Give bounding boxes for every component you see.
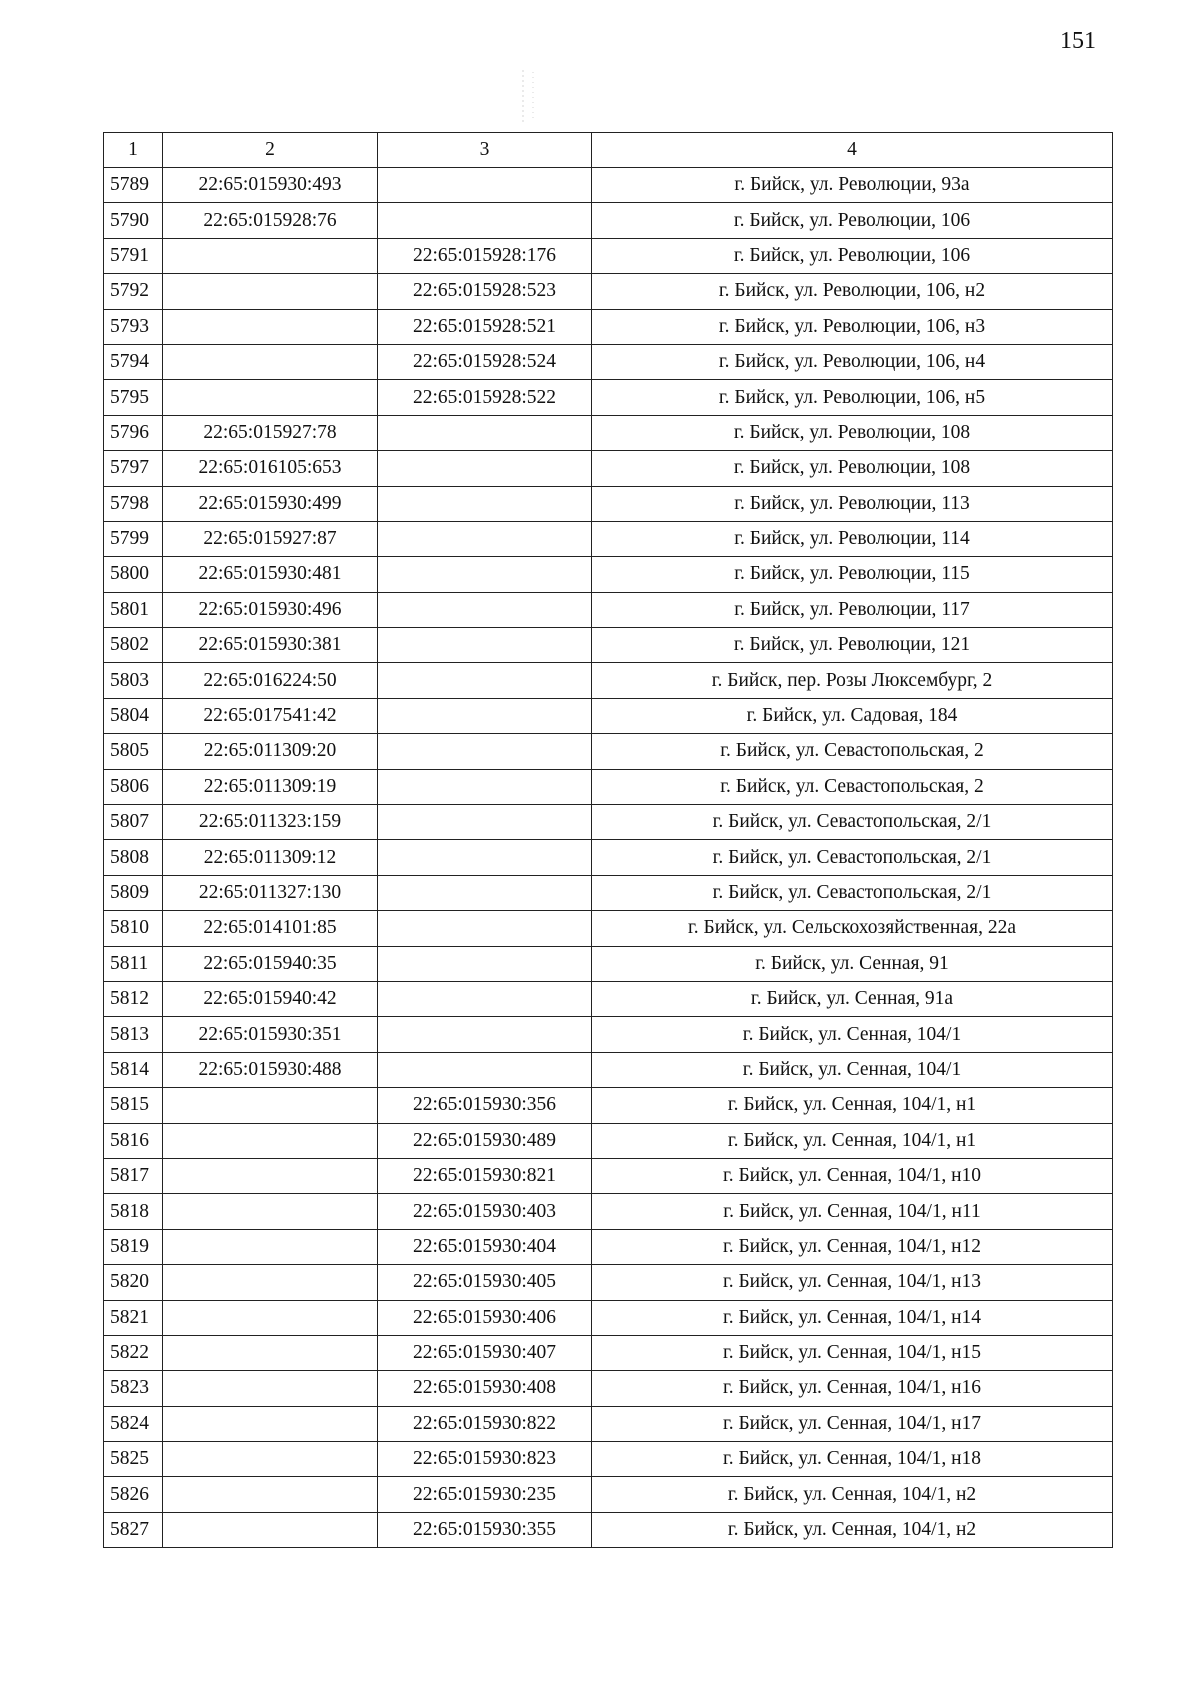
cadastral-number-cell xyxy=(163,380,378,415)
table-row xyxy=(104,451,1113,486)
table-row xyxy=(104,415,1113,450)
table-row xyxy=(104,698,1113,733)
row-number-cell: 5818 xyxy=(104,1194,163,1229)
cadastral-number-cell: 22:65:015930:499 xyxy=(163,486,378,521)
table-row xyxy=(104,946,1113,981)
cadastral-number-cell: 22:65:016105:653 xyxy=(163,451,378,486)
row-number-cell: 5795 xyxy=(104,380,163,415)
cadastral-number-cell xyxy=(163,309,378,344)
table-row xyxy=(104,734,1113,769)
table-row xyxy=(104,1052,1113,1087)
row-number-cell: 5801 xyxy=(104,592,163,627)
cadastral-number-cell: 22:65:015930:351 xyxy=(163,1017,378,1052)
address-cell: г. Бийск, ул. Сенная, 104/1, н11 xyxy=(592,1194,1113,1229)
address-cell: г. Бийск, ул. Сенная, 104/1, н14 xyxy=(592,1300,1113,1335)
table-row xyxy=(104,1477,1113,1512)
cadastral-number-cell-alt: 22:65:015930:403 xyxy=(378,1194,592,1229)
row-number-cell: 5825 xyxy=(104,1442,163,1477)
header-col-4: 4 xyxy=(592,133,1113,168)
cadastral-number-cell: 22:65:015930:381 xyxy=(163,628,378,663)
address-cell: г. Бийск, ул. Революции, 106, н2 xyxy=(592,274,1113,309)
row-number-cell: 5794 xyxy=(104,344,163,379)
address-cell: г. Бийск, ул. Революции, 121 xyxy=(592,628,1113,663)
table-row xyxy=(104,769,1113,804)
cadastral-number-cell-alt xyxy=(378,805,592,840)
row-number-cell: 5827 xyxy=(104,1512,163,1547)
table-row xyxy=(104,875,1113,910)
table-row xyxy=(104,1088,1113,1123)
row-number-cell: 5820 xyxy=(104,1265,163,1300)
row-number-cell: 5819 xyxy=(104,1229,163,1264)
row-number-cell: 5799 xyxy=(104,521,163,556)
cadastral-number-cell-alt xyxy=(378,698,592,733)
cadastral-number-cell: 22:65:011309:19 xyxy=(163,769,378,804)
cadastral-number-cell: 22:65:015940:42 xyxy=(163,981,378,1016)
cadastral-number-cell-alt: 22:65:015930:823 xyxy=(378,1442,592,1477)
row-number-cell: 5800 xyxy=(104,557,163,592)
cadastral-number-cell-alt xyxy=(378,486,592,521)
table-row xyxy=(104,1512,1113,1547)
cadastral-number-cell-alt xyxy=(378,769,592,804)
scan-artifact-mark xyxy=(515,68,545,124)
cadastral-number-cell xyxy=(163,1088,378,1123)
row-number-cell: 5821 xyxy=(104,1300,163,1335)
row-number-cell: 5810 xyxy=(104,911,163,946)
cadastral-number-cell-alt: 22:65:015930:489 xyxy=(378,1123,592,1158)
row-number-cell: 5824 xyxy=(104,1406,163,1441)
address-cell: г. Бийск, ул. Севастопольская, 2/1 xyxy=(592,840,1113,875)
address-cell: г. Бийск, ул. Революции, 113 xyxy=(592,486,1113,521)
address-cell: г. Бийск, пер. Розы Люксембург, 2 xyxy=(592,663,1113,698)
address-cell: г. Бийск, ул. Сенная, 104/1, н1 xyxy=(592,1088,1113,1123)
cadastral-number-cell xyxy=(163,1335,378,1370)
address-cell: г. Бийск, ул. Сенная, 104/1, н12 xyxy=(592,1229,1113,1264)
address-cell: г. Бийск, ул. Сенная, 104/1, н2 xyxy=(592,1477,1113,1512)
address-cell: г. Бийск, ул. Сенная, 104/1, н16 xyxy=(592,1371,1113,1406)
cadastral-number-cell xyxy=(163,1371,378,1406)
cadastral-number-cell-alt: 22:65:015928:523 xyxy=(378,274,592,309)
address-cell: г. Бийск, ул. Сенная, 104/1 xyxy=(592,1017,1113,1052)
cadastral-number-cell xyxy=(163,1158,378,1193)
address-cell: г. Бийск, ул. Революции, 106 xyxy=(592,203,1113,238)
address-cell: г. Бийск, ул. Сенная, 104/1 xyxy=(592,1052,1113,1087)
header-col-3: 3 xyxy=(378,133,592,168)
row-number-cell: 5808 xyxy=(104,840,163,875)
cadastral-number-cell: 22:65:017541:42 xyxy=(163,698,378,733)
table-row xyxy=(104,1371,1113,1406)
row-number-cell: 5793 xyxy=(104,309,163,344)
cadastral-number-cell xyxy=(163,274,378,309)
row-number-cell: 5792 xyxy=(104,274,163,309)
cadastral-number-cell-alt xyxy=(378,734,592,769)
cadastral-number-cell: 22:65:015930:481 xyxy=(163,557,378,592)
address-cell: г. Бийск, ул. Революции, 108 xyxy=(592,451,1113,486)
row-number-cell: 5802 xyxy=(104,628,163,663)
table-row xyxy=(104,203,1113,238)
table-row xyxy=(104,840,1113,875)
table-row xyxy=(104,592,1113,627)
cadastral-number-cell-alt xyxy=(378,557,592,592)
cadastral-number-cell-alt xyxy=(378,911,592,946)
table-row xyxy=(104,1300,1113,1335)
address-cell: г. Бийск, ул. Сенная, 104/1, н15 xyxy=(592,1335,1113,1370)
row-number-cell: 5796 xyxy=(104,415,163,450)
address-cell: г. Бийск, ул. Революции, 106 xyxy=(592,238,1113,273)
row-number-cell: 5812 xyxy=(104,981,163,1016)
cadastral-number-cell-alt xyxy=(378,592,592,627)
table-row xyxy=(104,911,1113,946)
table-row xyxy=(104,1194,1113,1229)
row-number-cell: 5798 xyxy=(104,486,163,521)
row-number-cell: 5806 xyxy=(104,769,163,804)
cadastral-number-cell-alt: 22:65:015928:176 xyxy=(378,238,592,273)
cadastral-number-cell xyxy=(163,344,378,379)
row-number-cell: 5789 xyxy=(104,168,163,203)
row-number-cell: 5805 xyxy=(104,734,163,769)
cadastral-number-cell-alt: 22:65:015930:355 xyxy=(378,1512,592,1547)
address-cell: г. Бийск, ул. Сенная, 104/1, н13 xyxy=(592,1265,1113,1300)
row-number-cell: 5817 xyxy=(104,1158,163,1193)
address-cell: г. Бийск, ул. Сенная, 104/1, н18 xyxy=(592,1442,1113,1477)
address-cell: г. Бийск, ул. Севастопольская, 2/1 xyxy=(592,805,1113,840)
table-row xyxy=(104,521,1113,556)
address-cell: г. Бийск, ул. Революции, 115 xyxy=(592,557,1113,592)
table-row xyxy=(104,628,1113,663)
table-row xyxy=(104,274,1113,309)
cadastral-number-cell-alt: 22:65:015928:524 xyxy=(378,344,592,379)
cadastral-number-cell-alt xyxy=(378,840,592,875)
row-number-cell: 5822 xyxy=(104,1335,163,1370)
address-cell: г. Бийск, ул. Сенная, 104/1, н17 xyxy=(592,1406,1113,1441)
address-cell: г. Бийск, ул. Севастопольская, 2/1 xyxy=(592,875,1113,910)
cadastral-number-cell: 22:65:015930:493 xyxy=(163,168,378,203)
table-row xyxy=(104,1265,1113,1300)
address-cell: г. Бийск, ул. Революции, 117 xyxy=(592,592,1113,627)
row-number-cell: 5807 xyxy=(104,805,163,840)
address-cell: г. Бийск, ул. Революции, 114 xyxy=(592,521,1113,556)
cadastral-number-cell-alt: 22:65:015930:821 xyxy=(378,1158,592,1193)
cadastral-number-cell xyxy=(163,1194,378,1229)
cadastral-number-cell-alt: 22:65:015930:822 xyxy=(378,1406,592,1441)
cadastral-number-cell: 22:65:016224:50 xyxy=(163,663,378,698)
table-body xyxy=(104,168,1113,1548)
cadastral-number-cell: 22:65:015930:496 xyxy=(163,592,378,627)
row-number-cell: 5813 xyxy=(104,1017,163,1052)
row-number-cell: 5791 xyxy=(104,238,163,273)
cadastral-number-cell: 22:65:015940:35 xyxy=(163,946,378,981)
row-number-cell: 5815 xyxy=(104,1088,163,1123)
row-number-cell: 5811 xyxy=(104,946,163,981)
row-number-cell: 5804 xyxy=(104,698,163,733)
cadastral-number-cell-alt: 22:65:015930:406 xyxy=(378,1300,592,1335)
table-row xyxy=(104,1158,1113,1193)
address-cell: г. Бийск, ул. Революции, 106, н4 xyxy=(592,344,1113,379)
page-number: 151 xyxy=(1060,28,1096,54)
address-cell: г. Бийск, ул. Революции, 106, н3 xyxy=(592,309,1113,344)
row-number-cell: 5816 xyxy=(104,1123,163,1158)
cadastral-number-cell: 22:65:014101:85 xyxy=(163,911,378,946)
row-number-cell: 5803 xyxy=(104,663,163,698)
address-cell: г. Бийск, ул. Садовая, 184 xyxy=(592,698,1113,733)
cadastral-number-cell-alt: 22:65:015930:407 xyxy=(378,1335,592,1370)
table-row xyxy=(104,1442,1113,1477)
table-row xyxy=(104,663,1113,698)
cadastral-number-cell-alt xyxy=(378,203,592,238)
row-number-cell: 5814 xyxy=(104,1052,163,1087)
address-cell: г. Бийск, ул. Сенная, 91а xyxy=(592,981,1113,1016)
cadastral-number-cell-alt: 22:65:015930:356 xyxy=(378,1088,592,1123)
address-cell: г. Бийск, ул. Севастопольская, 2 xyxy=(592,734,1113,769)
address-cell: г. Бийск, ул. Сенная, 104/1, н1 xyxy=(592,1123,1113,1158)
table-row xyxy=(104,557,1113,592)
cadastral-number-cell xyxy=(163,1477,378,1512)
cadastral-number-cell: 22:65:015927:78 xyxy=(163,415,378,450)
cadastral-number-cell-alt xyxy=(378,451,592,486)
address-cell: г. Бийск, ул. Сенная, 104/1, н2 xyxy=(592,1512,1113,1547)
cadastral-number-cell xyxy=(163,1406,378,1441)
table-row xyxy=(104,486,1113,521)
cadastral-number-cell: 22:65:015928:76 xyxy=(163,203,378,238)
cadastral-number-cell-alt: 22:65:015930:405 xyxy=(378,1265,592,1300)
table-row xyxy=(104,805,1113,840)
cadastral-number-cell-alt xyxy=(378,875,592,910)
cadastral-number-cell-alt xyxy=(378,168,592,203)
cadastral-number-cell xyxy=(163,1512,378,1547)
table-row xyxy=(104,380,1113,415)
cadastral-number-cell-alt xyxy=(378,415,592,450)
cadastral-number-cell-alt xyxy=(378,1017,592,1052)
cadastral-number-cell-alt: 22:65:015928:521 xyxy=(378,309,592,344)
header-col-1: 1 xyxy=(104,133,163,168)
cadastral-number-cell: 22:65:011327:130 xyxy=(163,875,378,910)
cadastral-number-cell-alt xyxy=(378,981,592,1016)
cadastral-number-cell-alt xyxy=(378,628,592,663)
cadastral-number-cell: 22:65:015930:488 xyxy=(163,1052,378,1087)
row-number-cell: 5790 xyxy=(104,203,163,238)
address-cell: г. Бийск, ул. Севастопольская, 2 xyxy=(592,769,1113,804)
cadastral-number-cell-alt: 22:65:015930:408 xyxy=(378,1371,592,1406)
cadastral-number-cell: 22:65:015927:87 xyxy=(163,521,378,556)
cadastral-number-cell-alt: 22:65:015930:404 xyxy=(378,1229,592,1264)
address-cell: г. Бийск, ул. Сельскохозяйственная, 22а xyxy=(592,911,1113,946)
cadastral-number-cell-alt: 22:65:015930:235 xyxy=(378,1477,592,1512)
table-row xyxy=(104,1406,1113,1441)
cadastral-number-cell xyxy=(163,1229,378,1264)
registry-table xyxy=(103,132,1113,1548)
address-cell: г. Бийск, ул. Революции, 106, н5 xyxy=(592,380,1113,415)
row-number-cell: 5809 xyxy=(104,875,163,910)
table-row xyxy=(104,168,1113,203)
address-cell: г. Бийск, ул. Революции, 93а xyxy=(592,168,1113,203)
cadastral-number-cell xyxy=(163,1442,378,1477)
cadastral-number-cell xyxy=(163,1300,378,1335)
cadastral-number-cell xyxy=(163,1265,378,1300)
table-row xyxy=(104,1335,1113,1370)
table-row xyxy=(104,1017,1113,1052)
table-row xyxy=(104,238,1113,273)
cadastral-number-cell: 22:65:011323:159 xyxy=(163,805,378,840)
row-number-cell: 5797 xyxy=(104,451,163,486)
table-row xyxy=(104,1229,1113,1264)
address-cell: г. Бийск, ул. Сенная, 104/1, н10 xyxy=(592,1158,1113,1193)
row-number-cell: 5823 xyxy=(104,1371,163,1406)
cadastral-number-cell-alt xyxy=(378,1052,592,1087)
table-row xyxy=(104,309,1113,344)
table-row xyxy=(104,1123,1113,1158)
table-row xyxy=(104,981,1113,1016)
cadastral-number-cell: 22:65:011309:12 xyxy=(163,840,378,875)
row-number-cell: 5826 xyxy=(104,1477,163,1512)
table-header-row xyxy=(104,133,1113,168)
address-cell: г. Бийск, ул. Сенная, 91 xyxy=(592,946,1113,981)
cadastral-number-cell xyxy=(163,238,378,273)
cadastral-number-cell-alt xyxy=(378,663,592,698)
cadastral-number-cell-alt xyxy=(378,946,592,981)
address-cell: г. Бийск, ул. Революции, 108 xyxy=(592,415,1113,450)
cadastral-number-cell-alt: 22:65:015928:522 xyxy=(378,380,592,415)
header-col-2: 2 xyxy=(163,133,378,168)
cadastral-number-cell-alt xyxy=(378,521,592,556)
table-row xyxy=(104,344,1113,379)
cadastral-number-cell xyxy=(163,1123,378,1158)
cadastral-number-cell: 22:65:011309:20 xyxy=(163,734,378,769)
